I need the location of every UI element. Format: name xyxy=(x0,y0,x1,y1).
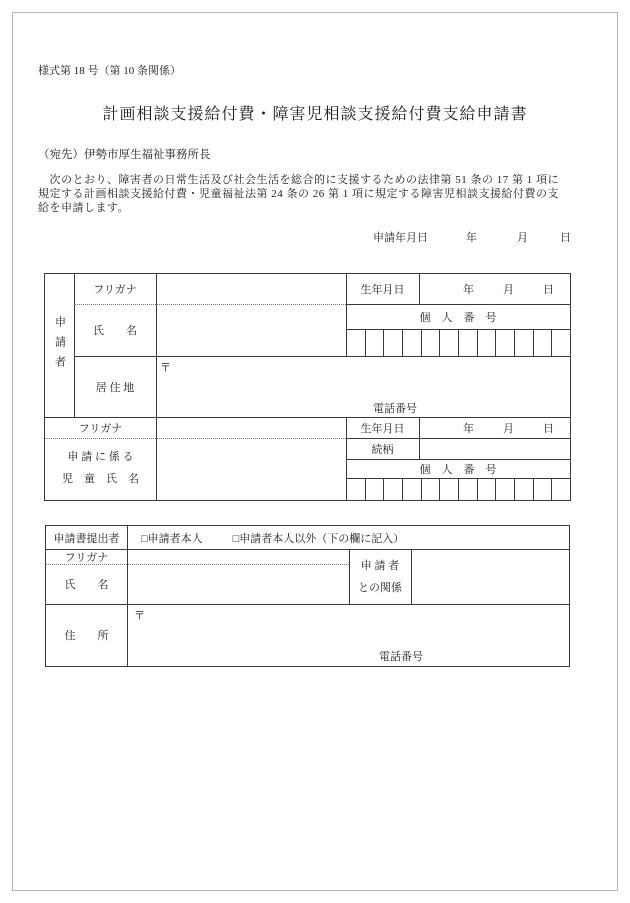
submitter-type-row xyxy=(141,526,561,549)
applicant-address-label: 居 住 地 xyxy=(95,381,135,394)
personal-number-cell[interactable] xyxy=(346,329,365,356)
submitter-furigana-label: フリガナ xyxy=(64,551,109,564)
application-date-label: 申請年月日 xyxy=(373,232,428,244)
personal-number-cell[interactable] xyxy=(495,478,514,500)
submitter-relation-field[interactable] xyxy=(411,549,569,604)
submitter-address-field[interactable] xyxy=(127,604,569,666)
submitter-label: 申請書提出者 xyxy=(53,532,120,545)
submitter-relation-label-line2: との関係 xyxy=(358,581,402,594)
applicant-personal-number-grid[interactable] xyxy=(346,329,570,356)
page-title: 計画相談支援給付費・障害児相談支援給付費支給申請書 xyxy=(102,106,528,123)
personal-number-cell[interactable] xyxy=(439,478,458,500)
body-text-line-3: 給を申請します。 xyxy=(38,202,130,214)
body-text-line-1: 次のとおり、障害者の日常生活及び社会生活を総合的に支援するための法律第 51 条の 17 第 1 項に xyxy=(38,174,559,186)
month-unit: 月 xyxy=(503,422,514,435)
applicant-furigana-label: フリガナ xyxy=(93,284,137,296)
submitter-name-field[interactable] xyxy=(127,549,349,604)
personal-number-cell[interactable] xyxy=(551,329,570,356)
child-name-label xyxy=(53,444,148,492)
day-unit: 日 xyxy=(543,422,554,435)
personal-number-cell[interactable] xyxy=(477,329,496,356)
child-personal-number-label: 個 人 番 号 xyxy=(419,463,497,476)
submitter-table xyxy=(45,525,570,667)
submitter-postal-mark: 〒 xyxy=(134,610,145,622)
applicant-birthdate-label: 生年月日 xyxy=(360,284,405,296)
application-date-day-unit: 日 xyxy=(560,232,571,244)
year-unit: 年 xyxy=(463,284,474,296)
personal-number-cell[interactable] xyxy=(346,478,365,500)
personal-number-cell[interactable] xyxy=(421,478,440,500)
personal-number-cell[interactable] xyxy=(383,478,402,500)
personal-number-cell[interactable] xyxy=(514,478,533,500)
child-birthdate-label: 生年月日 xyxy=(360,422,405,435)
child-name-field[interactable] xyxy=(156,417,346,500)
personal-number-cell[interactable] xyxy=(533,329,552,356)
personal-number-cell[interactable] xyxy=(477,478,496,500)
addressee-line: （宛先）伊勢市厚生福祉事務所長 xyxy=(38,149,211,161)
submitter-relation-label-line1: 申 請 者 xyxy=(360,559,400,572)
personal-number-cell[interactable] xyxy=(402,478,421,500)
checkbox-applicant-self[interactable]: □申請者本人 xyxy=(141,532,203,545)
applicant-postal-mark: 〒 xyxy=(160,362,171,374)
child-relationship-field[interactable] xyxy=(419,438,570,459)
personal-number-cell[interactable] xyxy=(365,478,384,500)
applicant-personal-number-label: 個 人 番 号 xyxy=(419,311,497,324)
applicant-phone-label: 電話番号 xyxy=(373,402,417,415)
submitter-name-label: 氏 名 xyxy=(64,579,109,591)
personal-number-cell[interactable] xyxy=(533,478,552,500)
child-furigana-label: フリガナ xyxy=(78,422,123,435)
day-unit: 日 xyxy=(543,284,554,296)
applicant-table xyxy=(44,273,571,501)
year-unit: 年 xyxy=(463,422,474,435)
personal-number-cell[interactable] xyxy=(365,329,384,356)
application-date-month-unit: 月 xyxy=(517,232,528,244)
child-personal-number-grid[interactable] xyxy=(346,478,570,500)
body-text-line-2: 規定する計画相談支援給付費・児童福祉法第 24 条の 26 第 1 項に規定する障害児相談支援給付費の支 xyxy=(38,188,559,200)
submitter-phone-label: 電話番号 xyxy=(379,650,423,663)
application-date-year-unit: 年 xyxy=(466,232,477,244)
personal-number-cell[interactable] xyxy=(439,329,458,356)
personal-number-cell[interactable] xyxy=(458,329,477,356)
child-name-label-line1: 申 請 に 係 る xyxy=(67,451,134,463)
submitter-relation-label xyxy=(349,549,411,604)
personal-number-cell[interactable] xyxy=(514,329,533,356)
applicant-address-field[interactable] xyxy=(156,356,570,417)
applicant-furigana-field[interactable] xyxy=(156,274,346,304)
applicant-group-label: 申請者 xyxy=(53,315,66,376)
personal-number-cell[interactable] xyxy=(551,478,570,500)
checkbox-applicant-other[interactable]: □申請者本人以外（下の欄に記入） xyxy=(232,532,405,545)
applicant-name-label: 氏 名 xyxy=(93,325,137,337)
month-unit: 月 xyxy=(503,284,514,296)
applicant-name-field[interactable] xyxy=(156,304,346,356)
form-number: 様式第 18 号（第 10 条関係） xyxy=(38,65,181,77)
personal-number-cell[interactable] xyxy=(402,329,421,356)
personal-number-cell[interactable] xyxy=(458,478,477,500)
submitter-address-label: 住 所 xyxy=(64,630,109,642)
personal-number-cell[interactable] xyxy=(421,329,440,356)
personal-number-cell[interactable] xyxy=(383,329,402,356)
child-birthdate-field[interactable] xyxy=(419,417,570,438)
child-name-label-line2: 児 童 氏 名 xyxy=(62,473,139,485)
personal-number-cell[interactable] xyxy=(495,329,514,356)
applicant-birthdate-field[interactable] xyxy=(419,274,570,304)
child-relationship-label: 続柄 xyxy=(371,443,394,456)
